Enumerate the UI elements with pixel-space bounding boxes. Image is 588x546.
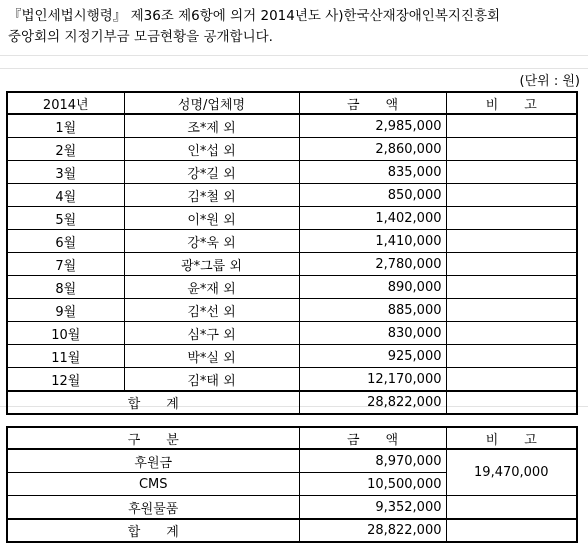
total-label: 합 계 xyxy=(7,391,299,414)
header-category: 구 분 xyxy=(7,427,299,449)
table-row xyxy=(7,276,577,299)
month-cell: 3월 xyxy=(7,161,124,184)
table-row xyxy=(7,496,577,520)
month-cell: 1월 xyxy=(7,114,124,138)
header-year: 2014년 xyxy=(7,92,124,114)
table-row xyxy=(7,345,577,368)
amount-cell: 2,860,000 xyxy=(299,138,446,161)
sheet-gridline xyxy=(0,55,588,56)
table-row xyxy=(7,184,577,207)
name-cell: 이*원 외 xyxy=(124,207,299,230)
amount-cell: 835,000 xyxy=(299,161,446,184)
note-cell xyxy=(446,345,577,368)
name-cell: 심*구 외 xyxy=(124,322,299,345)
table-row xyxy=(7,322,577,345)
name-cell: 조*제 외 xyxy=(124,114,299,138)
note-cell xyxy=(446,299,577,322)
name-cell: 김*선 외 xyxy=(124,299,299,322)
month-cell: 10월 xyxy=(7,322,124,345)
note-cell xyxy=(446,253,577,276)
month-cell: 4월 xyxy=(7,184,124,207)
name-cell: 윤*재 외 xyxy=(124,276,299,299)
month-cell: 12월 xyxy=(7,368,124,392)
amount-cell: 1,410,000 xyxy=(299,230,446,253)
month-cell: 11월 xyxy=(7,345,124,368)
month-cell: 8월 xyxy=(7,276,124,299)
total-label: 합 계 xyxy=(7,519,299,542)
total-amount: 28,822,000 xyxy=(299,519,446,542)
name-cell: 김*태 외 xyxy=(124,368,299,392)
month-cell: 7월 xyxy=(7,253,124,276)
total-row xyxy=(7,391,577,414)
amount-cell: 2,985,000 xyxy=(299,114,446,138)
amount-cell: 830,000 xyxy=(299,322,446,345)
table-row xyxy=(7,138,577,161)
month-cell: 5월 xyxy=(7,207,124,230)
amount-cell: 2,780,000 xyxy=(299,253,446,276)
amount-cell: 890,000 xyxy=(299,276,446,299)
amount-cell: 925,000 xyxy=(299,345,446,368)
note-cell xyxy=(446,230,577,253)
total-note xyxy=(446,519,577,542)
name-cell: 광*그룹 외 xyxy=(124,253,299,276)
table-row xyxy=(7,368,577,392)
month-cell: 6월 xyxy=(7,230,124,253)
sheet-gridline xyxy=(0,68,588,69)
table-row xyxy=(7,253,577,276)
intro-text xyxy=(8,6,584,48)
table-row xyxy=(7,161,577,184)
name-cell: 인*섭 외 xyxy=(124,138,299,161)
name-cell: 박*실 외 xyxy=(124,345,299,368)
total-row xyxy=(7,519,577,542)
amount-cell: 12,170,000 xyxy=(299,368,446,392)
name-cell: 강*욱 외 xyxy=(124,230,299,253)
note-cell xyxy=(446,207,577,230)
table-row xyxy=(7,449,577,473)
note-cell xyxy=(446,368,577,392)
unit-label: (단위 : 원) xyxy=(519,74,580,89)
note-cell xyxy=(446,161,577,184)
table-row xyxy=(7,114,577,138)
name-cell: 김*철 외 xyxy=(124,184,299,207)
total-amount: 28,822,000 xyxy=(299,391,446,414)
monthly-donation-table xyxy=(6,91,578,415)
table-row xyxy=(7,207,577,230)
amount-cell: 850,000 xyxy=(299,184,446,207)
note-cell xyxy=(446,496,577,520)
table-header-row xyxy=(7,92,577,114)
note-cell xyxy=(446,184,577,207)
header-note: 비 고 xyxy=(446,427,577,449)
name-cell: 강*길 외 xyxy=(124,161,299,184)
note-cell xyxy=(446,114,577,138)
header-amount: 금 액 xyxy=(299,92,446,114)
intro-line-1: 『법인세법시행령』 제36조 제6항에 의거 2014년도 사)한국산재장애인복지진흥회 xyxy=(8,8,501,24)
table-header-row xyxy=(7,427,577,449)
table-row xyxy=(7,230,577,253)
header-note: 비 고 xyxy=(446,92,577,114)
category-summary-table xyxy=(6,426,578,543)
amount-cell: 10,500,000 xyxy=(299,473,446,496)
note-cell xyxy=(446,322,577,345)
amount-cell: 8,970,000 xyxy=(299,449,446,473)
category-cell: 후원금 xyxy=(7,449,299,473)
category-cell: 후원물품 xyxy=(7,496,299,520)
header-name: 성명/업체명 xyxy=(124,92,299,114)
amount-cell: 1,402,000 xyxy=(299,207,446,230)
note-cell xyxy=(446,276,577,299)
month-cell: 9월 xyxy=(7,299,124,322)
month-cell: 2월 xyxy=(7,138,124,161)
amount-cell: 885,000 xyxy=(299,299,446,322)
header-amount: 금 액 xyxy=(299,427,446,449)
table-row xyxy=(7,299,577,322)
total-note xyxy=(446,391,577,414)
merged-note-cell: 19,470,000 xyxy=(446,449,577,496)
note-cell xyxy=(446,138,577,161)
intro-line-2: 중앙회의 지정기부금 모금현황을 공개합니다. xyxy=(8,29,273,45)
amount-cell: 9,352,000 xyxy=(299,496,446,520)
category-cell: CMS xyxy=(7,473,299,496)
